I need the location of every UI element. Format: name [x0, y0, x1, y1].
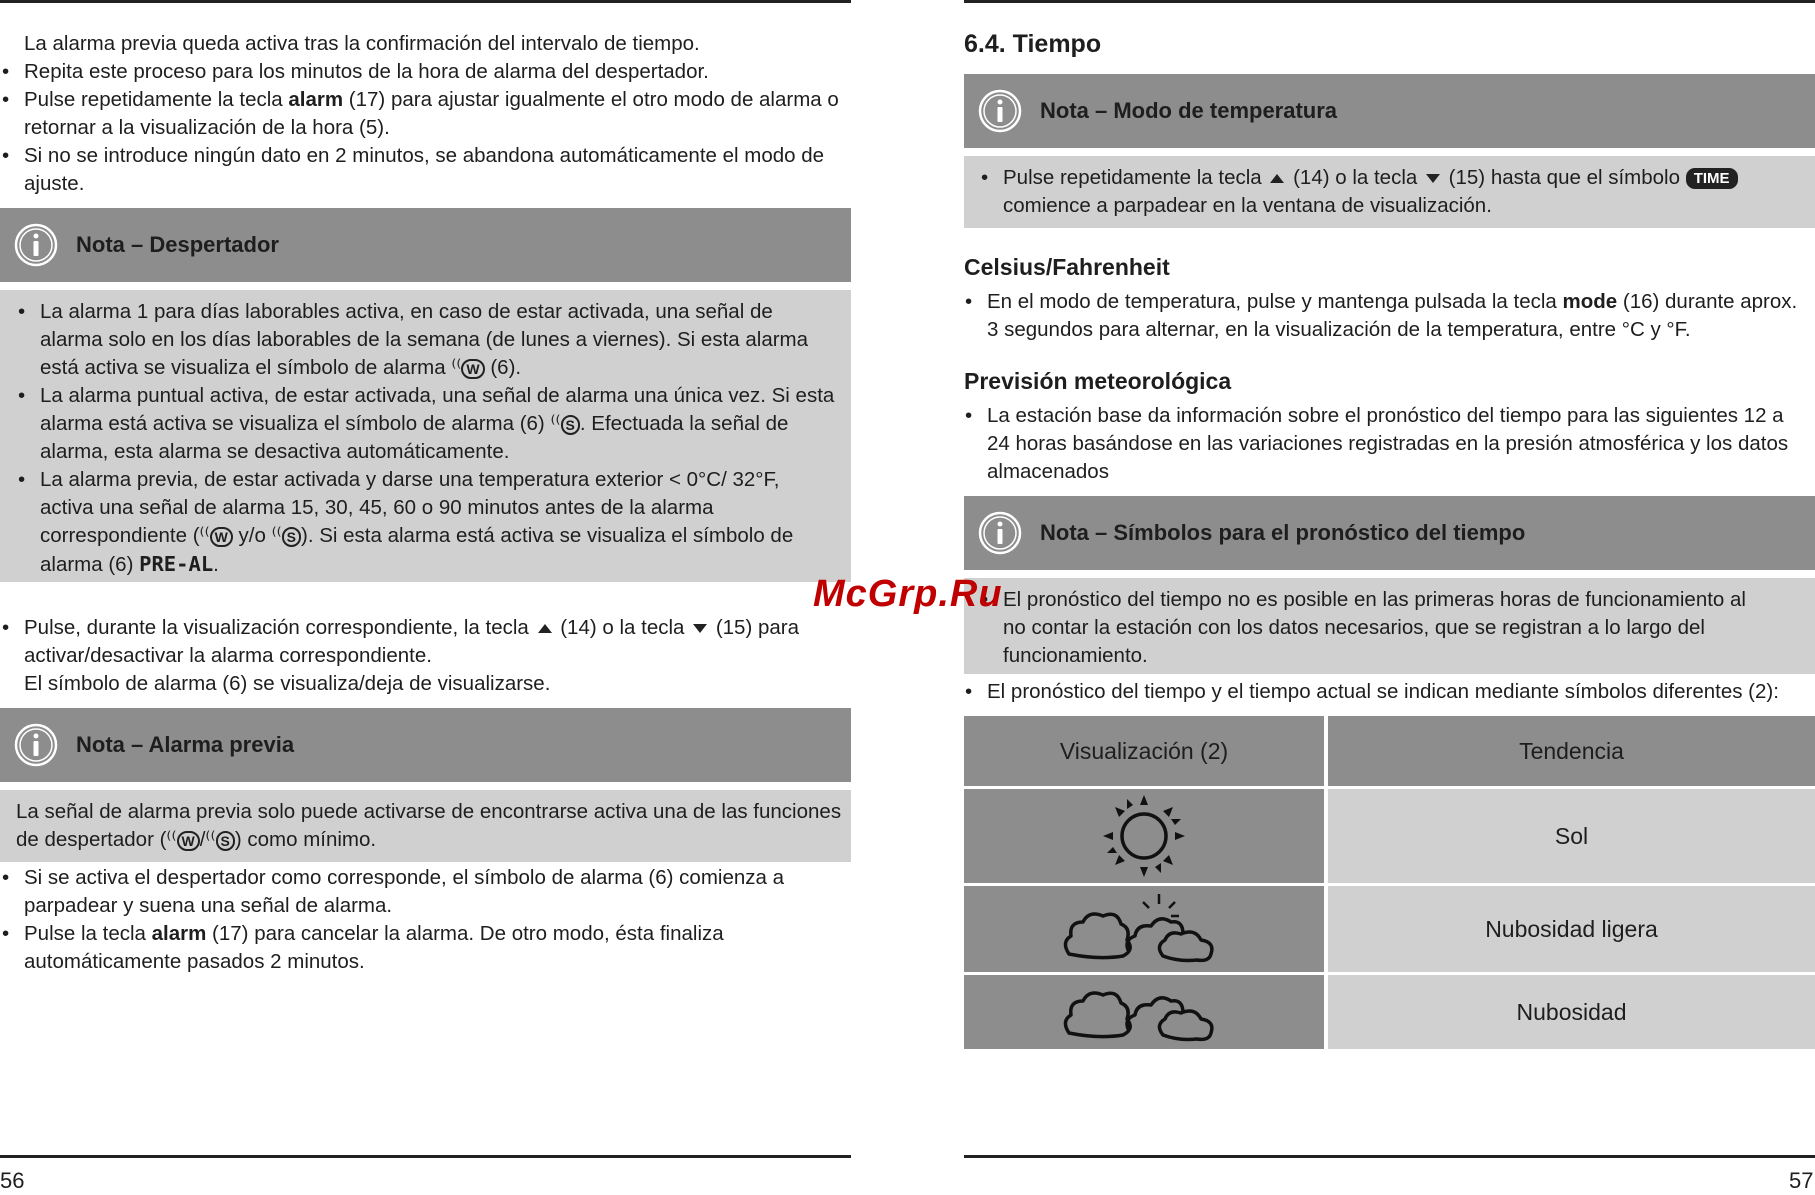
note-despertador-header — [0, 208, 851, 282]
bottom-rule — [964, 1155, 1815, 1158]
note-title: Nota – Despertador — [76, 232, 279, 257]
down-arrow-icon — [1426, 174, 1440, 183]
note-title: Nota – Símbolos para el pronóstico del tiempo — [1040, 520, 1526, 545]
sun-icon — [1099, 791, 1189, 881]
celsius-bullet: • En el modo de temperatura, pulse y mantenga pulsada la tecla mode (16) durante aprox. 3 segundos para alternar, en la visualización de la temperatura, entre °C y °F. — [987, 288, 1813, 344]
page-number: 56 — [0, 1168, 25, 1193]
info-icon — [978, 511, 1022, 555]
note-bullet: • La alarma 1 para días laborables activa, en caso de estar activada, una señal de alarma solo en los días laborables de la semana (de lunes a viernes). Si esta alarma está activa se visualiza el símbolo de alarma ⁽⁽ W (6). — [40, 298, 840, 382]
toggle-bullet: • Pulse, durante la visualización correspondiente, la tecla (14) o la tecla (15) para activar/desactivar la alarma correspondiente. El símbolo de alarma (6) se visualiza/deja de visualizarse. — [24, 614, 824, 698]
note-previa-body — [0, 790, 851, 862]
note-bullet: • El pronóstico del tiempo no es posible en las primeras horas de funcionamiento al no contar la estación con los datos necesarios, que se registran a lo largo del funcionamiento. — [1003, 586, 1763, 670]
section-title: 6.4. Tiempo — [964, 30, 1102, 58]
celsius-title: Celsius/Fahrenheit — [964, 254, 1170, 280]
note-bullet: • La alarma previa, de estar activada y darse una temperatura exterior < 0°C/ 32°F, activa una señal de alarma 15, 30, 45, 60 o 90 minutos antes de la alarma correspondiente (⁽⁽ W y/o ⁽⁽ S ). Si esta alarma está activa se visualiza el símbolo de alarma (6) PRE-AL. — [40, 466, 800, 579]
prevision-bullet: • La estación base da información sobre el pronóstico del tiempo para las siguientes 12 a 24 horas basándose en las variaciones registradas en la presión atmosférica y los datos almacenados — [987, 402, 1797, 486]
info-icon — [14, 723, 58, 767]
note-bullet: • La alarma puntual activa, de estar activada, una señal de alarma una única vez. Si esta alarma está activa se visualiza el símbolo de alarma (6) ⁽⁽ S . Efectuada la señal de alarma, esta alarma se desactiva automáticamente. — [40, 382, 840, 466]
alarm-single-icon: S — [561, 415, 580, 435]
top-rule — [964, 0, 1815, 3]
intro-bullet: • Pulse repetidamente la tecla alarm (17) para ajustar igualmente el otro modo de alarma o retornar a la visualización de la hora (5). — [24, 86, 850, 142]
pre-al-display: PRE-AL — [139, 552, 214, 576]
note-previa-header — [0, 708, 851, 782]
note-title: Nota – Alarma previa — [76, 732, 295, 757]
intro-line: La alarma previa queda activa tras la confirmación del intervalo de tiempo. — [24, 32, 700, 55]
info-icon — [978, 89, 1022, 133]
up-arrow-icon — [1270, 174, 1284, 183]
weather-table — [964, 716, 1815, 1049]
time-symbol: TIME — [1686, 168, 1738, 189]
table-row-icon — [964, 975, 1324, 1049]
light-clouds-icon — [1059, 892, 1229, 966]
note-simbolos-header — [964, 496, 1815, 570]
indicate-bullet: • El pronóstico del tiempo y el tiempo actual se indican mediante símbolos diferentes (2): — [987, 678, 1813, 706]
alarm-single-icon: S — [216, 831, 235, 851]
table-cell: Nubosidad ligera — [1328, 886, 1815, 972]
table-row-icon — [964, 886, 1324, 972]
down-arrow-icon — [693, 624, 707, 633]
note-temp-header — [964, 74, 1815, 148]
prevision-title: Previsión meteorológica — [964, 368, 1232, 394]
note-title: Nota – Modo de temperatura — [1040, 98, 1338, 123]
table-cell: Sol — [1328, 789, 1815, 883]
outro-bullet: • Si se activa el despertador como corresponde, el símbolo de alarma (6) comienza a parpadear y suena una señal de alarma. — [24, 864, 824, 920]
alarm-weekday-icon: W — [210, 527, 233, 547]
table-cell: Nubosidad — [1328, 975, 1815, 1049]
note-despertador-body — [0, 290, 851, 582]
table-header-cell: Tendencia — [1328, 716, 1815, 786]
intro-bullet: • Repita este proceso para los minutos de la hora de alarma del despertador. — [24, 58, 844, 86]
top-rule — [0, 0, 851, 3]
info-icon — [14, 223, 58, 267]
alarm-weekday-icon: W — [461, 359, 484, 379]
table-row-icon — [964, 789, 1324, 883]
outro-bullet: • Pulse la tecla alarm (17) para cancelar la alarma. De otro modo, ésta finaliza automáticamente pasados 2 minutos. — [24, 920, 824, 976]
alarm-single-icon: S — [282, 527, 301, 547]
alarm-weekday-icon: W — [177, 831, 200, 851]
intro-bullet: • Si no se introduce ningún dato en 2 minutos, se abandona automáticamente el modo de ajuste. — [24, 142, 834, 198]
page-number: 57 — [1789, 1168, 1814, 1193]
watermark: McGrp.Ru — [813, 573, 1003, 615]
up-arrow-icon — [538, 624, 552, 633]
note-temp-body — [964, 156, 1815, 228]
clouds-icon — [1059, 981, 1229, 1043]
note-bullet: • Pulse repetidamente la tecla (14) o la tecla (15) hasta que el símbolo TIME comience a parpadear en la ventana de visualización. — [1003, 164, 1803, 220]
note-previa-text: La señal de alarma previa solo puede activarse de encontrarse activa una de las funciones de despertador (⁽⁽ W /⁽⁽ S ) como mínimo. — [16, 800, 842, 851]
bottom-rule — [0, 1155, 851, 1158]
table-header-cell: Visualización (2) — [964, 716, 1324, 786]
note-simbolos-body — [964, 578, 1815, 674]
